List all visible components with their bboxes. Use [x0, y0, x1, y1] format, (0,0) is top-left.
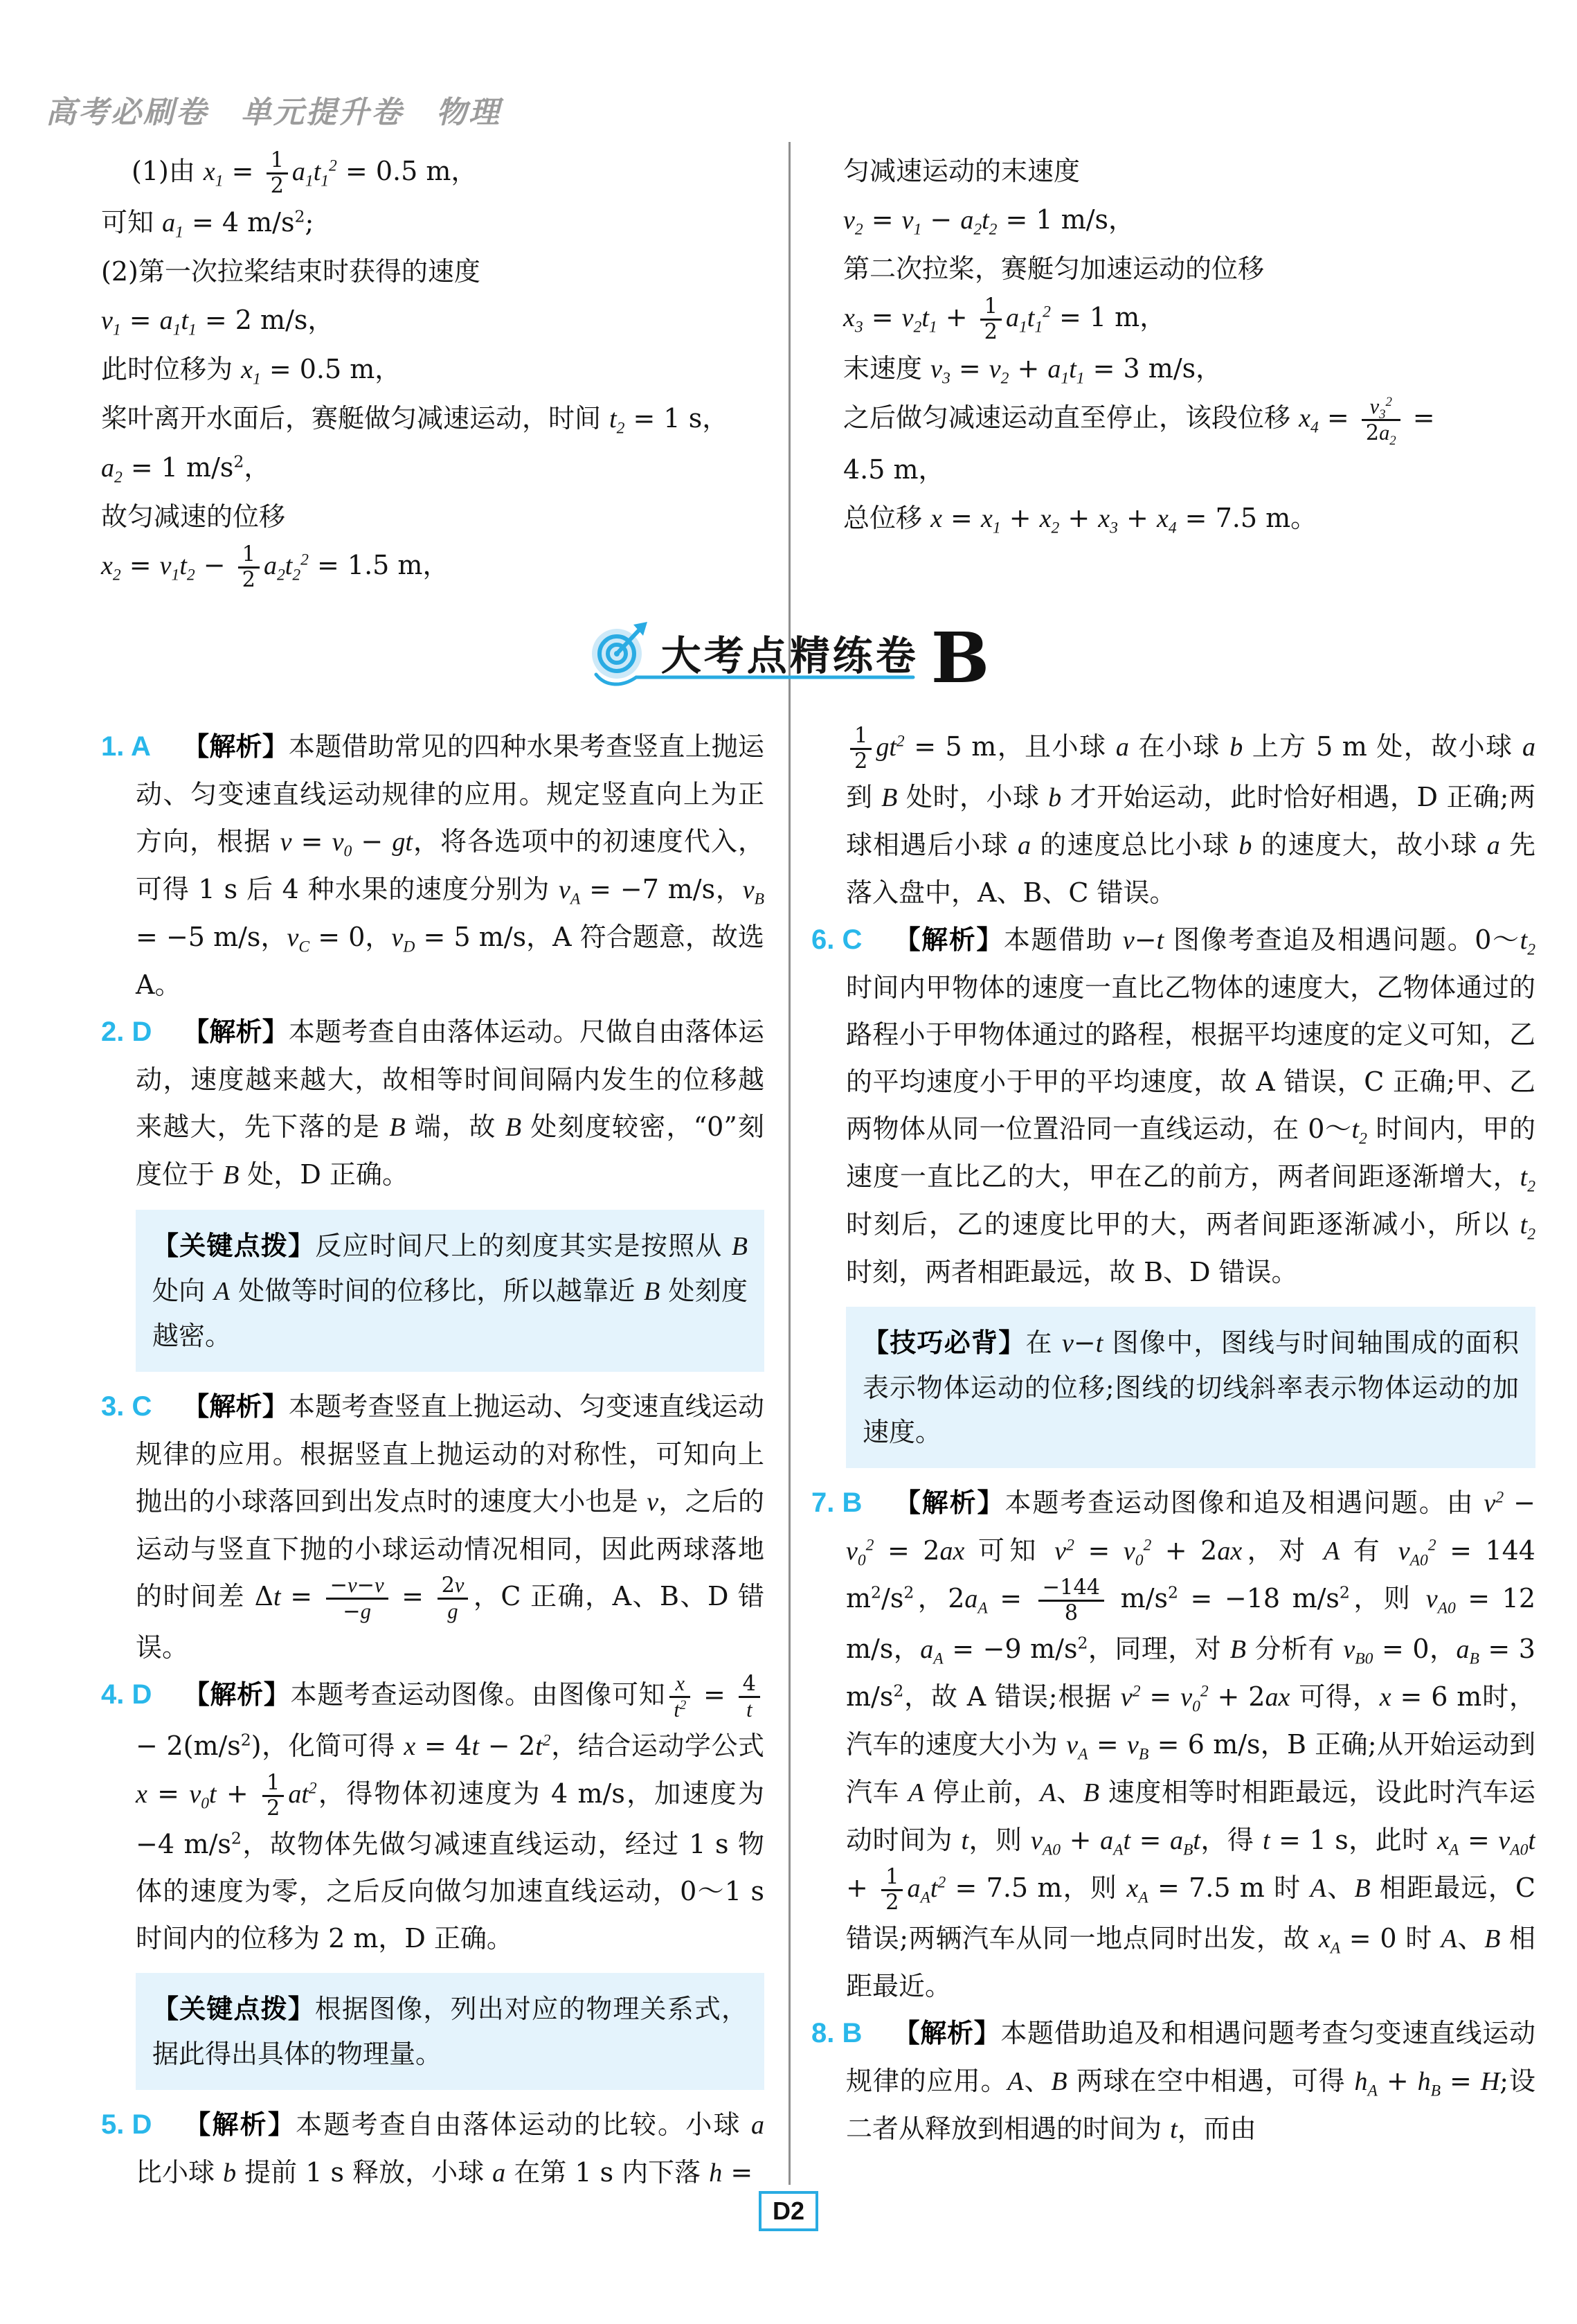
tip-text: 根据图像，列出对应的物理关系式，据此得出具体的物理量。 — [152, 1994, 748, 2070]
answer-item — [811, 1479, 1535, 2010]
answer-text: 本题借助常见的四种水果考查竖直上抛运动、匀变速直线运动规律的应用。规定竖直向上为正方向，根据 $v = v_0$ − gt，将各选项中的初速度代入，可得 1 s 后 4 种水果的速度分别为 $v_A = -7$ m/s，$v_B = -5$ m/s，$v_C = 0$，$v_D = 5$ m/s，A 符合题意，故选 A。 — [136, 731, 764, 1000]
page-header: 高考必刷卷 单元提升卷 物理 — [46, 95, 501, 130]
page-number-badge — [759, 2191, 818, 2231]
answer-text: 本题考查竖直上抛运动、匀变速直线运动规律的应用。根据竖直上抛运动的对称性，可知向上抛出的小球落回到出发点时的速度大小也是 v，之后的运动与竖直下抛的小球运动情况相同，因此两球落地的时间差 Δt = $\frac{-v-v}{-g}$ = $\frac{2v}{g}$ ，C 正确，A、B、D 错误。 — [136, 1391, 764, 1663]
solution-line: 可知 $a_1 = 4$ $m/s^2$; — [101, 206, 314, 242]
solution-line: $x_3 = v_2t_1$ + $\frac{1}{2}$ $a_1t_1^2 = 1$ m， — [843, 294, 1166, 344]
answer-item — [101, 1008, 764, 1372]
answer-number: 8. B — [811, 2018, 863, 2049]
solution-line: $a_2 = 1$ $m/s^2$， — [101, 452, 271, 487]
tip-text: 反应时间尺上的刻度其实是按照从 B 处向 A 处做等时间的位移比，所以越靠近 B 处刻度越密。 — [152, 1231, 748, 1351]
answer-text: 本题借助追及和相遇问题考查匀变速直线运动规律的应用。A、B 两球在空中相遇，可得 $h_A + h_B = H$;设二者从释放到相遇的时间为 t，而由 — [846, 2018, 1535, 2145]
answer-text: 本题借助 v−t 图像考查追及相遇问题。$0\sim t_2$ 时间内甲物体的速度一直比乙物体的速度大，乙物体通过的路程小于甲物体通过的路程，根据平均速度的定义可知，乙的平均速度小于甲的平均速度，故 A 错误，C 正确;甲、乙两物体从同一位置沿同一直线运动，在 $0\sim t_2$ 时间内，甲的速度一直比乙的大，甲在乙的前方，两者间距逐渐增大，$t_2$ 时刻后，乙的速度比甲的大，两者间距逐渐减小，所以 $t_2$ 时刻，两者相距最远，故 B、D 错误。 — [846, 924, 1535, 1288]
solution-line: 4.5 m， — [843, 454, 945, 485]
page-number: D2 — [773, 2197, 805, 2225]
analysis-label: 【解析】 — [183, 1393, 289, 1422]
solution-line: 桨叶离开水面后，赛艇做匀减速运动，时间 $t_2 = 1$ s， — [101, 403, 729, 438]
answer-text: 本题考查自由落体运动。尺做自由落体运动，速度越来越大，故相等时间间隔内发生的位移越来越大，先下落的是 B 端，故 B 处刻度较密，“0”刻度位于 B 处，D 正确。 — [136, 1017, 764, 1190]
answer-item — [101, 1671, 764, 2090]
answer-number: 2. D — [101, 1017, 152, 1047]
solution-line: 第二次拉桨，赛艇匀加速运动的位移 — [843, 253, 1265, 284]
solution-line: $x_2 = v_1t_2$ − $\frac{1}{2}$ $a_2t_2^2 = 1.5$ m， — [101, 542, 449, 593]
tip-text: 在 v−t 图像中，图线与时间轴围成的面积表示物体运动的位移;图线的切线斜率表示物体运动的加速度。 — [863, 1328, 1519, 1448]
analysis-label: 【解析】 — [183, 1681, 291, 1710]
answer-item — [811, 723, 1535, 916]
answer-item — [811, 2010, 1535, 2153]
answer-number: 7. B — [811, 1487, 863, 1519]
answer-number: 5. D — [101, 2109, 152, 2140]
solution-line: 匀减速运动的末速度 — [843, 156, 1081, 186]
solution-line: 末速度 $v_3 = v_2 + a_1t_1 = 3$ m/s， — [843, 353, 1223, 388]
solution-line: 故匀减速的位移 — [101, 501, 286, 533]
analysis-label: 【解析】 — [893, 1489, 1005, 1519]
answer-text: $\frac{1}{2}$ $gt^2 = 5$ m，且小球 a 在小球 b 上方 5 m 处，故小球 a 到 B 处时，小球 b 才开始运动，此时恰好相遇，D 正确;两球相遇后小球 a 的速度总比小球 b 的速度大，故小球 a 先落入盘中，A、B、C 错误。 — [846, 723, 1535, 909]
tip-label: 【关键点拨】 — [152, 1995, 315, 2025]
answers-left-column — [101, 723, 764, 2197]
tip-box — [136, 1973, 764, 2090]
banner-grade-letter: B — [930, 617, 990, 699]
banner-title: 大考点精练卷 — [660, 634, 919, 679]
answer-text: 本题考查运动图像。由图像可知 $\frac{x}{t^2}$ = $\frac{4}{t}$ − $2(m/s^2)$，化简可得 $x = 4t - 2t^2$，结合运动学公式 $x = v_0t$ + $\frac{1}{2}$ $at^2$，得物体初速度为 4 m/s，加速度为 −4 $m/s^2$，故物体先做匀减速直线运动，经过 1 s 物体的速度为零，之后反向做匀加速直线运动，0～1 s 时间内的位移为 2 m，D 正确。 — [136, 1671, 764, 1954]
solution-line: (1)由 $x_1$ = $\frac{1}{2}$ $a_1t_1^2 = 0.5$ m， — [132, 148, 478, 198]
column-divider — [788, 142, 791, 2185]
solution-right-column — [843, 147, 1535, 543]
answer-item — [101, 723, 764, 1008]
analysis-label: 【解析】 — [183, 1018, 289, 1047]
analysis-label: 【解析】 — [183, 2111, 296, 2140]
tip-box — [136, 1210, 764, 1372]
answer-text: 本题考查运动图像和追及相遇问题。由 $v^2 - v_0^2 = 2ax$ 可知 $v^2 = v_0^2 + 2ax$，对 A 有 $v_{A0}^2 = 144$ $m^2/s^2$，$2a_A$ = $\frac{-144}{8}$ $m/s^2 = -18$ $m/s^2$，则 $v_{A0} = 12$ m/s，$a_A = -9$ $m/s^2$，同理，对 B 分析有 $v_{B0} = 0$，$a_B = 3$ $m/s^2$，故 A 错误;根据 $v^2 = v_0^2 + 2ax$ 可得，x = 6 m时，汽车的速度大小为 $v_A = v_B = 6$ m/s，B 正确;从开始运动到汽车 A 停止前，A、B 速度相等时相距最远，设此时汽车运动时间为 t，则 $v_{A0} + a_At = a_Bt$，得 t = 1 s，此时 $x_A = v_{A0}t$ + $\frac{1}{2}$ $a_At^2 = 7.5$ m，则 $x_A = 7.5$ m 时 A、B 相距最远，C 错误;两辆汽车从同一地点同时出发，故 $x_A = 0$ 时 A、B 相距最近。 — [846, 1487, 1535, 2002]
solution-line: 之后做匀减速运动直至停止，该段位移 $x_4$ = $\frac{v_3^2}{2a_2}$ = — [843, 394, 1435, 449]
section-banner — [0, 617, 1577, 699]
tip-label: 【技巧必背】 — [863, 1329, 1026, 1359]
answer-item — [101, 2101, 764, 2197]
analysis-label: 【解析】 — [183, 733, 289, 762]
solution-line: 此时位移为 $x_1 = 0.5$ m， — [101, 354, 402, 388]
answers-right-column — [811, 723, 1535, 2153]
answer-item — [811, 916, 1535, 1468]
answer-number: 6. C — [811, 924, 863, 956]
answer-number: 3. C — [101, 1391, 152, 1422]
tip-label: 【关键点拨】 — [152, 1232, 316, 1261]
analysis-label: 【解析】 — [893, 2019, 1001, 2049]
answer-item — [101, 1383, 764, 1671]
solution-line: $v_1 = a_1t_1 = 2$ m/s， — [101, 305, 334, 339]
solution-line: (2)第一次拉桨结束时获得的速度 — [101, 256, 480, 287]
analysis-label: 【解析】 — [893, 926, 1004, 956]
banner-inner — [588, 617, 990, 699]
answer-text: 本题考查自由落体运动的比较。小球 a 比小球 b 提前 1 s 释放，小球 a 在第 1 s 内下落 h = — [136, 2109, 764, 2188]
solution-line: $v_2 = v_1 - a_2t_2 = 1$ m/s， — [843, 204, 1135, 239]
tip-box — [846, 1307, 1535, 1468]
solution-line: 总位移 $x = x_1 + x_2 + x_3 + x_4 = 7.5$ m。 — [843, 503, 1317, 537]
solution-left-column — [101, 147, 764, 592]
answer-number: 1. A — [101, 731, 151, 762]
answer-number: 4. D — [101, 1679, 152, 1710]
